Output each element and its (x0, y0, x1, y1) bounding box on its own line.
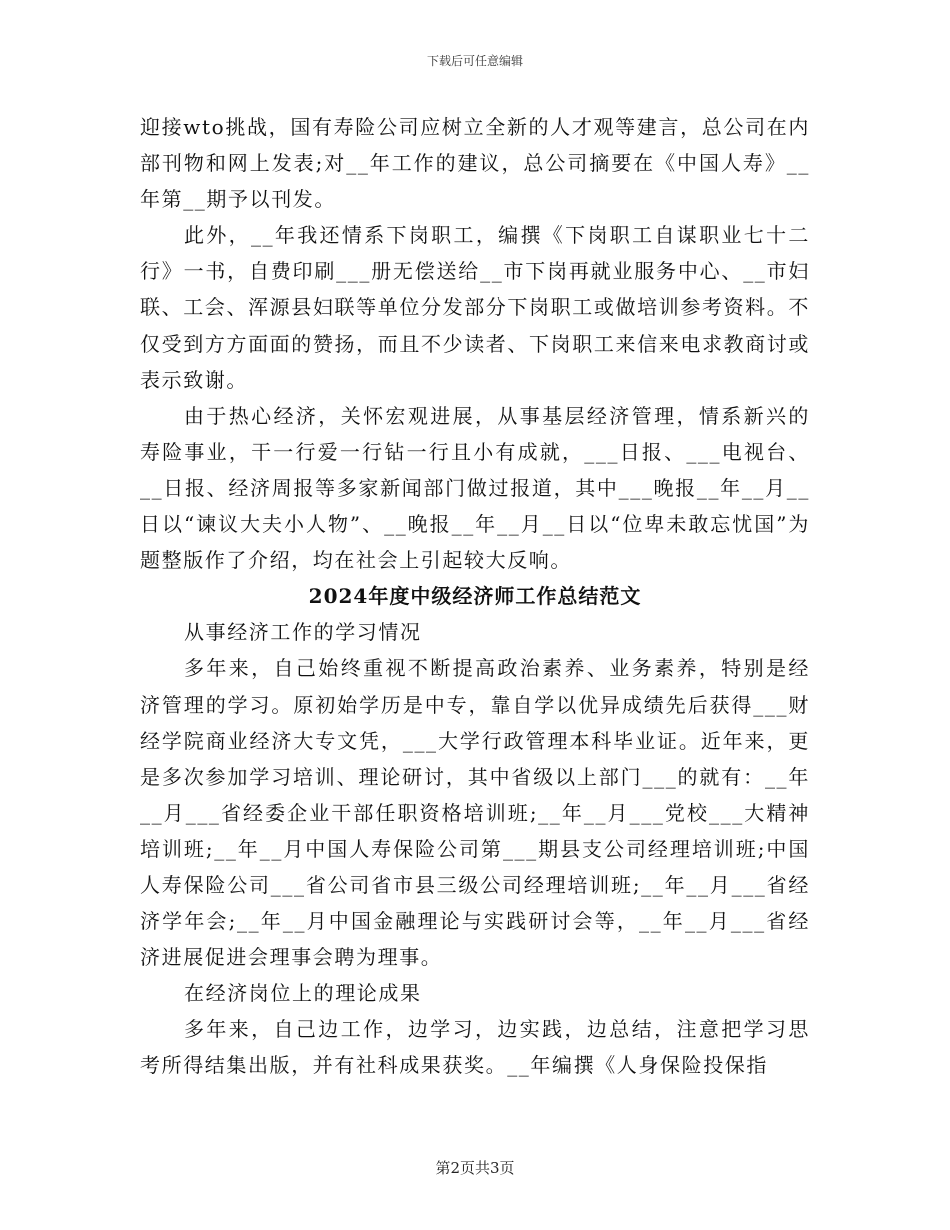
section-heading-study: 从事经济工作的学习情况 (184, 620, 422, 645)
page-number: 第2页共3页 (435, 1159, 515, 1177)
paragraph-3: 由于热心经济，关怀宏观进展，从事基层经济管理，情系新兴的寿险事业，干一行爱一行钻一行且小有成就，___日报、___电视台、__日报、经济周报等多家新闻部门做过报道，其中___晚报__年__月__日以“谏议大夫小人物”、__晚报__年__月__日以“位卑未敢忘忧国”为题整版作了介绍，均在社会上引起较大反响。 (140, 403, 810, 573)
paragraph-1: 迎接wto挑战，国有寿险公司应树立全新的人才观等建言，总公司在内部刊物和网上发表;对__年工作的建议，总公司摘要在《中国人寿》__年第__期予以刊发。 (140, 115, 810, 212)
section-heading-achievements: 在经济岗位上的理论成果 (184, 981, 422, 1006)
document-body (140, 109, 810, 1084)
paragraph-4: 多年来，自己始终重视不断提高政治素养、业务素养，特别是经济管理的学习。原初始学历是中专，靠自学以优异成绩先后获得___财经学院商业经济大专文凭，___大学行政管理本科毕业证。近年来，更是多次参加学习培训、理论研讨，其中省级以上部门___的就有：__年__月___省经委企业干部任职资格培训班;__年__月___党校___大精神培训班;__年__月中国人寿保险公司第___期县支公司经理培训班;中国人寿保险公司___省公司省市县三级公司经理培训班;__年__月___省经济学年会;__年__月中国金融理论与实践研讨会等，__年__月___省经济进展促进会理事会聘为理事。 (140, 656, 810, 970)
document-title: 2024年度中级经济师工作总结范文 (308, 584, 642, 609)
paragraph-2: 此外，__年我还情系下岗职工，编撰《下岗职工自谋职业七十二行》一书，自费印刷___册无偿送给__市下岗再就业服务中心、__市妇联、工会、浑源县妇联等单位分发部分下岗职工或做培训参考资料。不仅受到方方面面的赞扬，而且不少读者、下岗职工来信来电求教商讨或表示致谢。 (140, 223, 810, 392)
header-note: 下载后可任意编辑 (426, 54, 523, 68)
paragraph-5: 多年来，自己边工作，边学习，边实践，边总结，注意把学习思考所得结集出版，并有社科成果获奖。__年编撰《人身保险投保指 (140, 1017, 810, 1078)
